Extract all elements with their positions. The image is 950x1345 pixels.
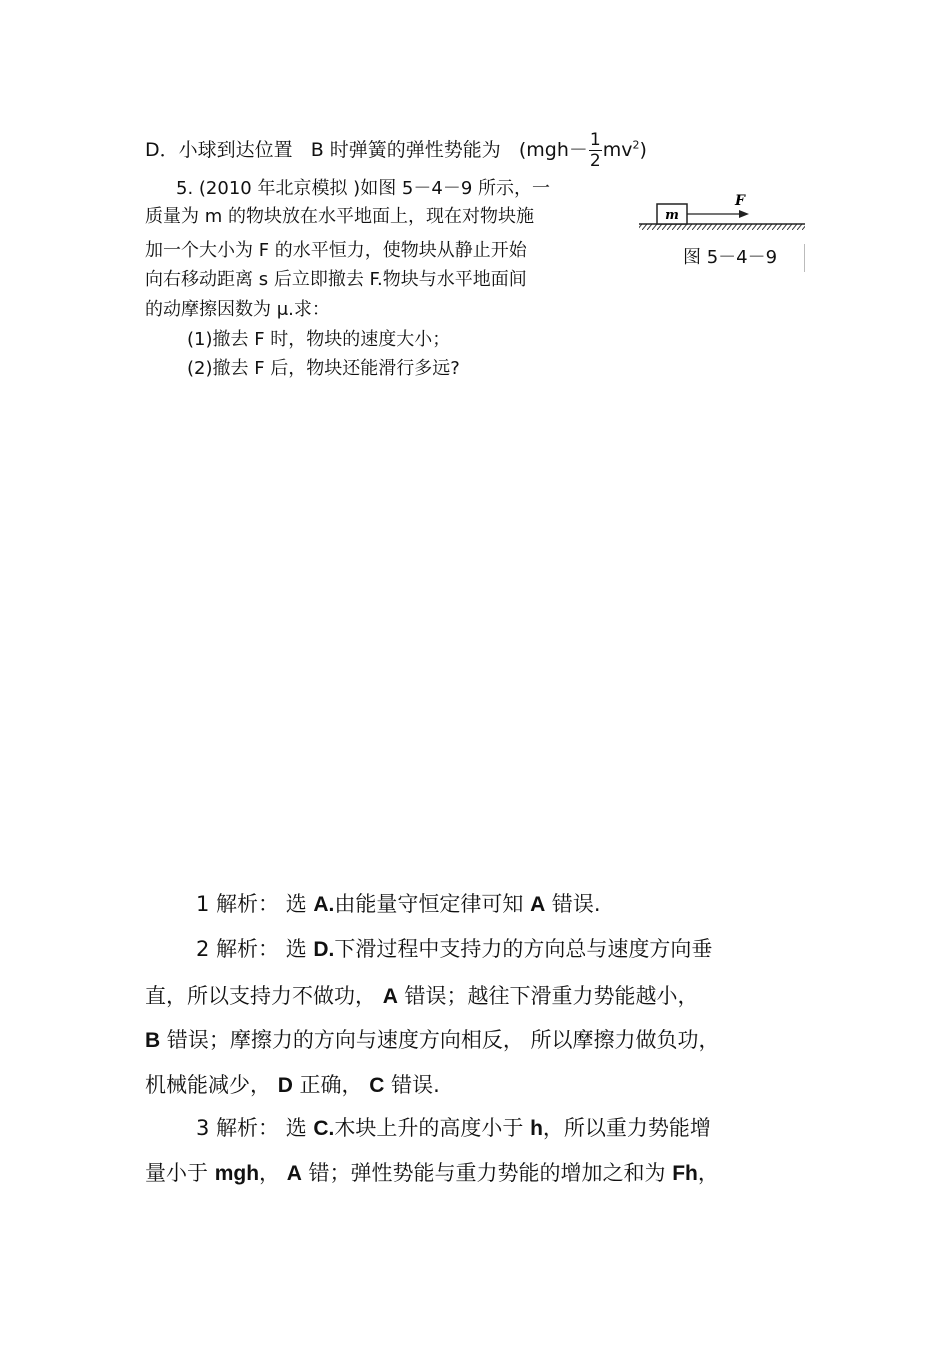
answer-2-l4-mid: 正确， — [292, 1073, 370, 1097]
answer-3-l2-ref: A — [286, 1162, 302, 1185]
option-d-point: B — [310, 139, 324, 161]
answer-3-h: h — [530, 1117, 543, 1140]
answer-1-end: 错误. — [545, 892, 601, 916]
answer-2-l3-ref: B — [145, 1029, 161, 1052]
option-d-line — [145, 130, 647, 171]
answer-3-l2-fh: Fh — [672, 1162, 698, 1185]
q5-line-4: 向右移动距离 s 后立即撤去 F.物块与水平地面间 — [145, 269, 527, 290]
answer-2-l4-ref-c: C — [369, 1074, 385, 1097]
answer-3-line-2 — [145, 1158, 719, 1189]
option-d-mv: mv — [602, 139, 633, 161]
answer-1-text: 由能量守恒定律可知 — [334, 892, 531, 916]
answer-2-l2-end: 错误；越往下滑重力势能越小， — [397, 984, 699, 1008]
answer-3-l2-mgh: mgh — [214, 1162, 260, 1185]
ground-hatch — [639, 224, 805, 230]
block-force-diagram — [637, 188, 807, 238]
answer-2-l2-text: 直，所以支持力不做功， — [145, 984, 383, 1008]
answer-2-line-4 — [145, 1070, 440, 1101]
q5-sub-1: (1)撤去 F 时，物块的速度大小； — [187, 329, 451, 350]
q5-line-5: 的动摩擦因数为 μ.求： — [145, 299, 330, 320]
answer-3-text: 木块上升的高度小于 — [334, 1116, 531, 1140]
answer-2-line-3 — [145, 1025, 720, 1056]
figure-5-4-9 — [637, 188, 807, 278]
option-d-exponent: 2 — [632, 138, 640, 152]
answer-2-l4-ref-d: D — [277, 1074, 293, 1097]
answer-2-choice: D. — [313, 938, 335, 961]
q5-sub-2: (2)撤去 F 后，物块还能滑行多远? — [187, 358, 460, 379]
answer-1-choice: A. — [313, 893, 335, 916]
answer-1-ref: A — [530, 893, 546, 916]
fraction-denominator: 2 — [589, 151, 601, 171]
answer-3-end: ，所以重力势能增 — [542, 1116, 711, 1140]
force-label: F — [735, 193, 745, 209]
answer-2-l4-text: 机械能减少， — [145, 1073, 278, 1097]
answer-3-choice: C. — [313, 1117, 335, 1140]
answer-3-l2-text: 量小于 — [145, 1161, 215, 1185]
q5-line-2: 质量为 m 的物块放在水平地面上，现在对物块施 — [145, 206, 534, 227]
answer-2-l4-end: 错误. — [384, 1073, 440, 1097]
answer-1-prefix: 1 解析： 选 — [196, 892, 314, 916]
answer-2-l3-text: 错误；摩擦力的方向与速度方向相反， 所以摩擦力做负功， — [160, 1028, 720, 1052]
fraction-half — [589, 130, 602, 171]
answer-3-line-1 — [196, 1113, 711, 1144]
option-d-close: ) — [639, 139, 647, 161]
answer-2-line-1 — [196, 934, 712, 965]
answer-2-prefix: 2 解析： 选 — [196, 937, 314, 961]
caption-divider — [804, 244, 805, 272]
block-label: m — [665, 208, 679, 223]
answer-2-line-2 — [145, 981, 699, 1012]
option-d-open: (mgh－ — [518, 139, 588, 161]
q5-line-3: 加一个大小为 F 的水平恒力，使物块从静止开始 — [145, 240, 527, 261]
q5-line-1: 5. (2010 年北京模拟 )如图 5－4－9 所示，一 — [176, 178, 550, 199]
answer-3-l2-sep: ， — [259, 1161, 287, 1185]
answer-3-l2-end: ， — [697, 1161, 719, 1185]
answer-2-text: 下滑过程中支持力的方向总与速度方向垂 — [334, 937, 713, 961]
answer-3-prefix: 3 解析： 选 — [196, 1116, 314, 1140]
option-d-label: D．小球到达位置 — [145, 139, 293, 161]
fraction-numerator: 1 — [589, 130, 601, 150]
answer-3-l2-mid: 错；弹性势能与重力势能的增加之和为 — [301, 1161, 673, 1185]
answer-2-l2-ref: A — [382, 985, 398, 1008]
force-arrow-head — [739, 210, 749, 218]
answer-1 — [196, 889, 601, 920]
figure-caption: 图 5－4－9 — [683, 247, 778, 268]
option-d-mid: 时弹簧的弹性势能为 — [329, 139, 501, 161]
